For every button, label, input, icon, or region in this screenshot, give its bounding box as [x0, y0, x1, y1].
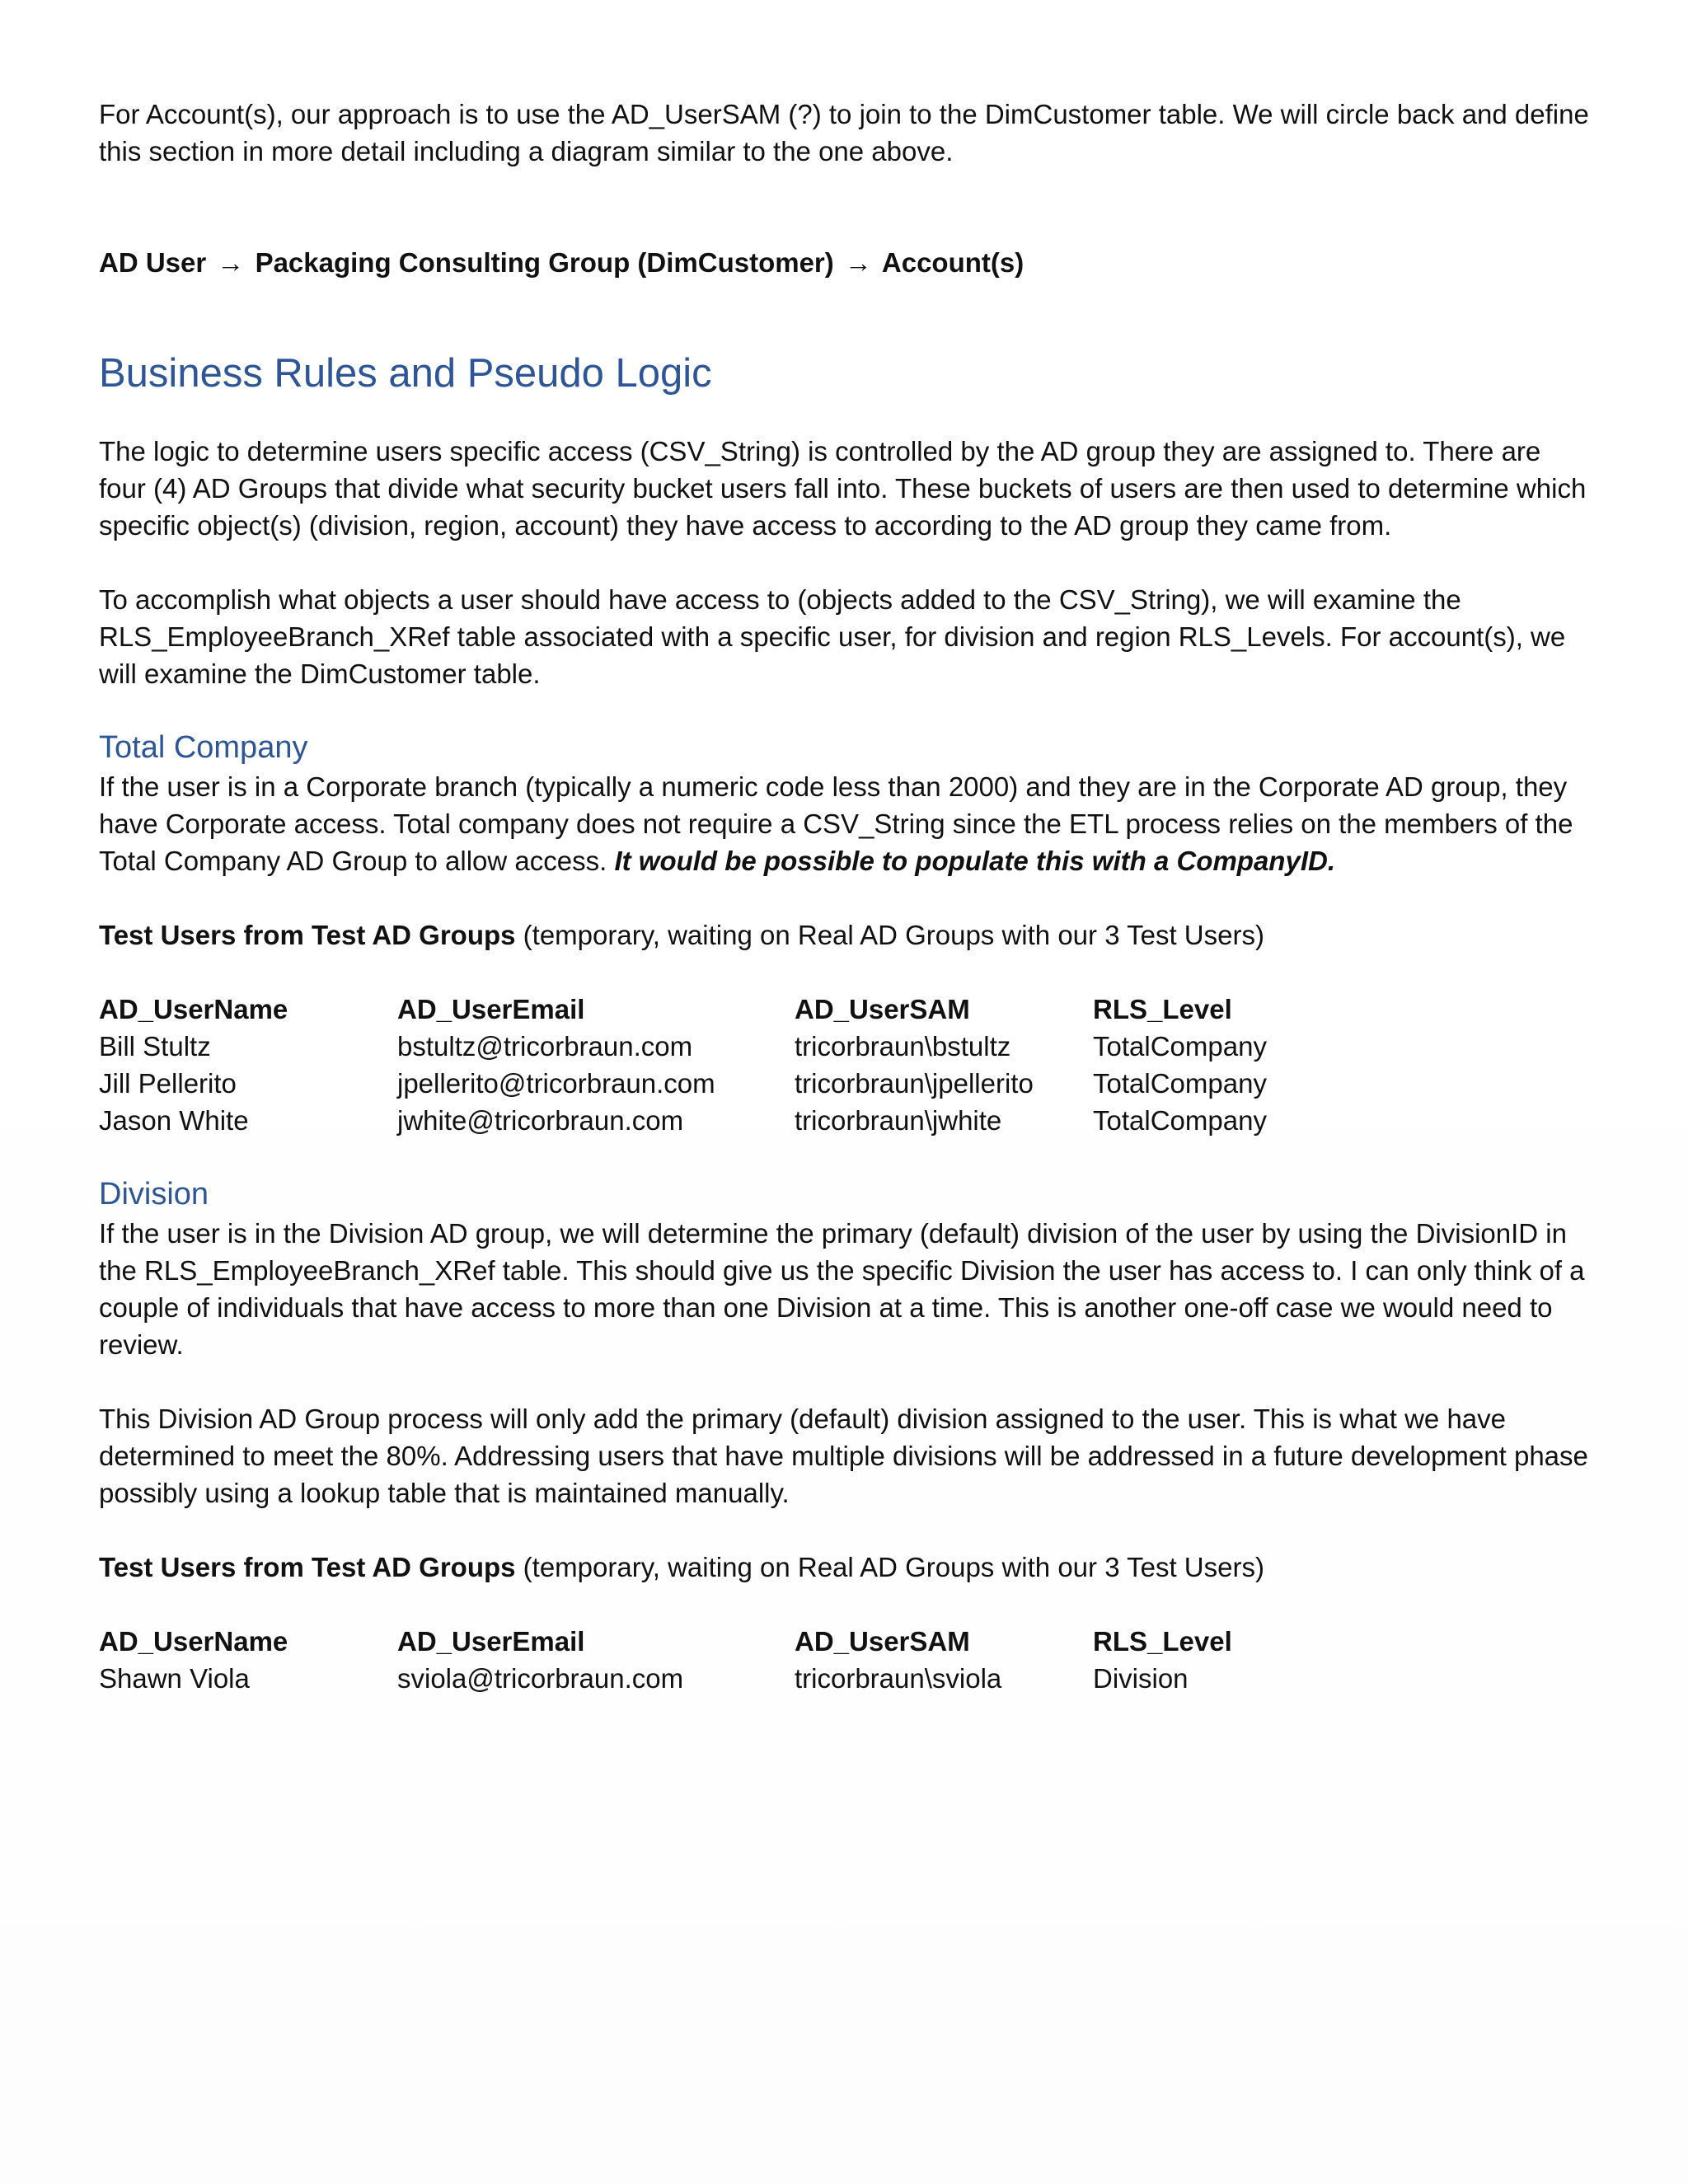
test-users-label: Test Users from Test AD Groups — [99, 920, 516, 950]
total-company-heading: Total Company — [99, 730, 308, 765]
table-row — [99, 1660, 1340, 1697]
flow-step-accounts: Account(s) — [881, 247, 1025, 278]
test-users-label: Test Users from Test AD Groups — [99, 1552, 516, 1582]
cell-email: sviola@tricorbraun.com — [397, 1663, 684, 1694]
division-paragraph-2: This Division AD Group process will only add the primary (default) division assigned to the user. This is what we have determined to meet the 80%. Addressing users that have multiple divisions will be addressed in a future development phase possibly using a lookup table that is maintained manually. — [99, 1404, 1588, 1508]
cell-username: Shawn Viola — [99, 1663, 250, 1694]
total-company-text: If the user is in a Corporate branch (typically a numeric code less than 2000) and they are in the Corporate AD group, they have Corporate access. Total company does not require a CSV_String since the ETL process relies on the members of the Total Company AD Group to allow access. — [99, 771, 1573, 876]
cell-username: Bill Stultz — [99, 1031, 211, 1062]
table-header-row — [99, 1623, 1340, 1660]
column-header-rls-level: RLS_Level — [1093, 994, 1232, 1024]
business-rules-paragraph-2: To accomplish what objects a user should have access to (objects added to the CSV_String), we will examine the RLS_EmployeeBranch_XRef table associated with a specific user, for division and region RLS_Levels. For account(s), we will examine the DimCustomer table. — [99, 584, 1566, 689]
cell-sam: tricorbraun\jpellerito — [795, 1068, 1034, 1099]
division-heading: Division — [99, 1177, 209, 1212]
column-header-username: AD_UserName — [99, 994, 288, 1024]
cell-username: Jason White — [99, 1105, 249, 1136]
cell-email: jpellerito@tricorbraun.com — [397, 1068, 715, 1099]
division-users-table — [99, 1623, 1340, 1697]
table-row — [99, 1028, 1340, 1065]
business-rules-heading: Business Rules and Pseudo Logic — [99, 351, 712, 396]
column-header-sam: AD_UserSAM — [795, 1626, 970, 1657]
column-header-email: AD_UserEmail — [397, 1626, 585, 1657]
intro-paragraph: For Account(s), our approach is to use the AD_UserSAM (?) to join to the DimCustomer table. We will circle back and define this section in more detail including a diagram similar to the one above. — [99, 99, 1589, 166]
cell-sam: tricorbraun\jwhite — [795, 1105, 1002, 1136]
document-body — [99, 96, 1591, 1697]
column-header-rls-level: RLS_Level — [1093, 1626, 1232, 1657]
test-users-note: (temporary, waiting on Real AD Groups with our 3 Test Users) — [515, 920, 1264, 950]
test-users-note: (temporary, waiting on Real AD Groups with our 3 Test Users) — [515, 1552, 1264, 1582]
division-test-users-caption — [99, 1549, 1591, 1586]
division-paragraph-1: If the user is in the Division AD group, we will determine the primary (default) division of the user by using the DivisionID in the RLS_EmployeeBranch_XRef table. This should give us the specific Division the user has access to. I can only think of a couple of individuals that have access to more than one Division at a time. This is another one-off case we would need to review. — [99, 1218, 1585, 1360]
cell-rls-level: TotalCompany — [1093, 1068, 1267, 1099]
access-flow — [99, 244, 1591, 281]
cell-sam: tricorbraun\sviola — [795, 1663, 1002, 1694]
right-arrow-icon: → — [844, 247, 872, 278]
cell-sam: tricorbraun\bstultz — [795, 1031, 1011, 1062]
total-company-test-users-caption — [99, 916, 1591, 954]
table-row — [99, 1102, 1340, 1139]
total-company-emphasis: It would be possible to populate this with a CompanyID. — [614, 846, 1335, 876]
cell-rls-level: TotalCompany — [1093, 1031, 1267, 1062]
table-row — [99, 1065, 1340, 1102]
cell-email: jwhite@tricorbraun.com — [397, 1105, 684, 1136]
total-company-paragraph — [99, 768, 1591, 879]
total-company-users-table — [99, 991, 1340, 1139]
right-arrow-icon: → — [217, 247, 245, 278]
column-header-email: AD_UserEmail — [397, 994, 585, 1024]
flow-step-ad-user: AD User — [99, 247, 207, 278]
cell-email: bstultz@tricorbraun.com — [397, 1031, 693, 1062]
column-header-username: AD_UserName — [99, 1626, 288, 1657]
cell-username: Jill Pellerito — [99, 1068, 237, 1099]
column-header-sam: AD_UserSAM — [795, 994, 970, 1024]
table-header-row — [99, 991, 1340, 1028]
flow-step-packaging-group: Packaging Consulting Group (DimCustomer) — [255, 247, 834, 278]
cell-rls-level: Division — [1093, 1663, 1189, 1694]
cell-rls-level: TotalCompany — [1093, 1105, 1267, 1136]
business-rules-paragraph-1: The logic to determine users specific access (CSV_String) is controlled by the AD group they are assigned to. There are four (4) AD Groups that divide what security bucket users fall into. These buckets of users are then used to determine which specific object(s) (division, region, account) they have access to according to the AD group they came from. — [99, 436, 1587, 541]
